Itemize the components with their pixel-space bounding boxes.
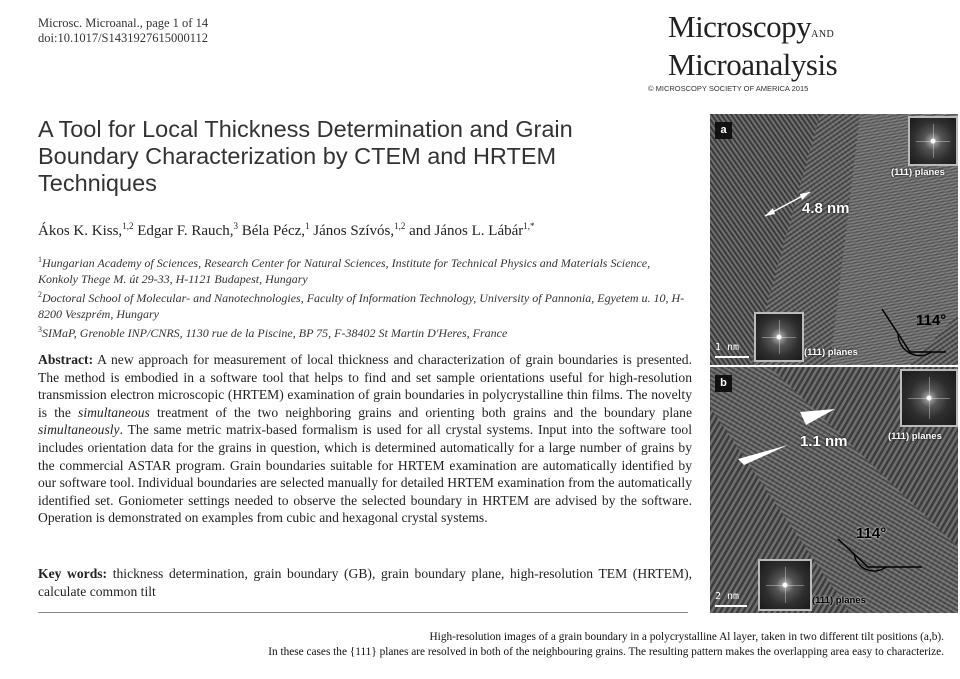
- panel-letter: a: [715, 122, 732, 139]
- author: Ákos K. Kiss,$^{1,2}$: [38, 221, 134, 239]
- journal-citation-block: [38, 16, 208, 46]
- fft-label: (111) planes: [888, 431, 942, 442]
- fft-inset: [754, 312, 804, 362]
- fft-inset: [900, 369, 958, 427]
- author: Béla Pécz,$^1$: [241, 221, 310, 239]
- keywords: Key words: thickness determination, grain boundary (GB), grain boundary plane, high-resolution TEM (HRTEM), calculate common tilt: [38, 566, 693, 599]
- author: János Szívós,$^{1,2}$: [313, 221, 406, 239]
- author: and János L. Lábár$^{1,*}$: [409, 221, 535, 239]
- panel-letter: b: [715, 375, 732, 392]
- journal-citation: Microsc. Microanal., page 1 of 14: [38, 16, 209, 30]
- fft-label: (111) planes: [812, 595, 866, 606]
- scale-label: 2 nm: [715, 591, 740, 602]
- keywords-label: Key words:: [38, 566, 108, 581]
- figure-caption: [90, 630, 944, 660]
- fft-inset: [908, 116, 958, 166]
- logo-line2: Microanalysis: [668, 47, 838, 82]
- logo-line1: Microscopy: [668, 9, 812, 44]
- caption-line: In these cases the {111} planes are resolved in both of the neighbouring grains. The resulting pattern makes the overlapping area easy to characterize.: [268, 646, 944, 658]
- author: Edgar F. Rauch,$^3$: [137, 221, 238, 239]
- affiliation: $^2$Doctoral School of Molecular- and Nanotechnologies, Faculty of Information Technology, University of Pannonia, Egyetem u. 10, H-8200 Veszprém, Hungary: [38, 290, 685, 321]
- caption-line: High-resolution images of a grain boundary in a polycrystalline Al layer, taken in two different tilt positions (a,b).: [429, 631, 944, 643]
- angle-label: 114°: [856, 525, 887, 542]
- scale-bar: [715, 356, 749, 358]
- measurement-label: 1.1 nm: [800, 433, 848, 450]
- logo-and: AND: [811, 29, 835, 40]
- measurement-label: 4.8 nm: [802, 200, 850, 217]
- society-copyright: © MICROSCOPY SOCIETY OF AMERICA 2015: [648, 84, 809, 93]
- affiliations: [38, 252, 688, 341]
- fft-inset: [758, 559, 812, 611]
- author-list: [38, 221, 535, 240]
- hrtem-panel-b: [710, 367, 958, 613]
- journal-doi: doi:10.1017/S1431927615000112: [38, 31, 209, 45]
- abstract: Abstract: A new approach for measurement of local thickness and characterization of grain boundaries is presented. The method is embodied in a software tool that helps to find and set sample orientations useful for high-resolution transmission electron microscopic (HRTEM) examination of grain boundaries in polycrystalline thin films. The novelty is the simultaneous treatment of the two neighboring grains and orienting both grains and the boundary plane simultaneously. The same metric matrix-based formalism is used for all crystal systems. Input into the software tool includes orientation data for the grains in question, which is determined automatically for a large number of grains by the commercial ASTAR program. Grain boundaries suitable for HRTEM examination are automatically identified by our software tool. Individual boundaries are selected manually for detailed HRTEM examination from the automatically identified set. Goniometer settings needed to observe the selected boundary in HRTEM are advised by the software. Operation is demonstrated on examples from cubic and hexagonal crystal systems.: [38, 352, 692, 526]
- fft-label: (111) planes: [891, 167, 945, 178]
- affiliation: $^1$Hungarian Academy of Sciences, Research Center for Natural Sciences, Institute for Technical Physics and Materials Science, Konkoly Thege M. út 29-33, H-1121 Budapest, Hungary: [38, 255, 651, 286]
- hrtem-panel-a: [710, 114, 958, 365]
- divider: [38, 612, 688, 613]
- paper-title: A Tool for Local Thickness Determination and Grain Boundary Characterization by CTEM and HRTEM Techniques: [38, 116, 573, 196]
- angle-label: 114°: [916, 312, 947, 329]
- scale-label: 1 nm: [715, 342, 740, 353]
- abstract-label: Abstract:: [38, 352, 94, 367]
- fft-label: (111) planes: [804, 347, 858, 358]
- scale-bar: [715, 605, 747, 607]
- affiliation: $^3$SIMaP, Grenoble INP/CNRS, 1130 rue de la Piscine, BP 75, F-38402 St Martin D'Heres, France: [38, 325, 508, 340]
- journal-logo: [648, 9, 858, 93]
